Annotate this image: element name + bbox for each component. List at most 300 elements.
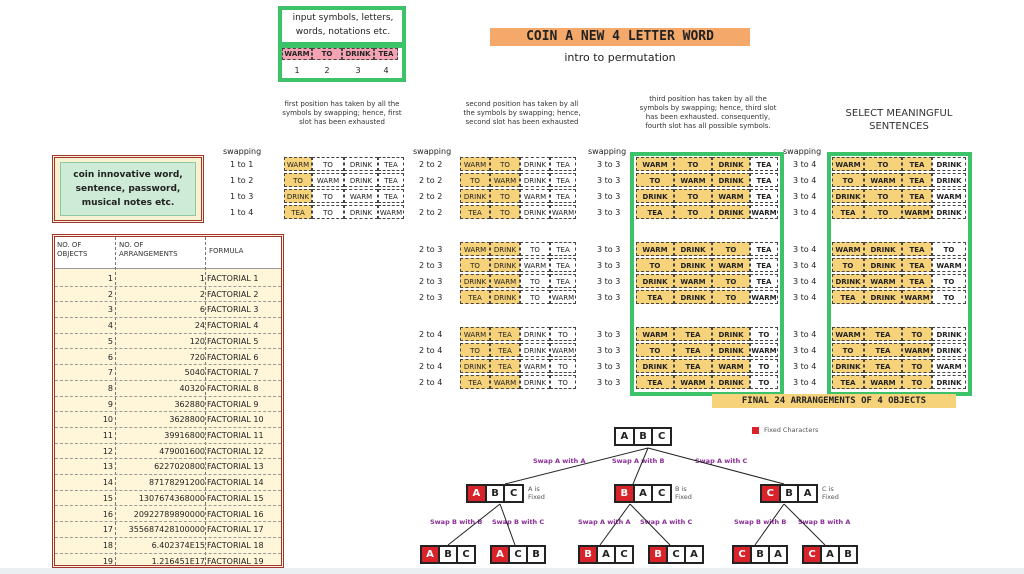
factorial-objects: 2 (107, 289, 113, 299)
swap-label-level1: Swap A with B (612, 457, 665, 465)
tree-letter: C (658, 488, 666, 499)
arrangement-cell: TEA (550, 242, 576, 256)
swapping-header-4: swapping (783, 147, 822, 156)
arrangement-cell: TO (636, 343, 674, 357)
arrangement-cell: TO (902, 359, 932, 373)
factorial-arrangements: 6.402374E15 (151, 540, 205, 550)
arrangement-cell: TO (864, 205, 902, 219)
arrangement-cell: WARM (864, 173, 902, 187)
arrangement-cell: WARM (490, 375, 520, 389)
arrangement-cell: TEA (284, 205, 312, 219)
swap-label: 3 to 3 (597, 378, 621, 387)
tree-letter: A (690, 549, 698, 560)
arrangement-cell: TEA (902, 189, 932, 203)
arrangement-cell: TO (712, 242, 750, 256)
arrangement-cell: WARM (750, 290, 778, 304)
tree-letter: A (774, 549, 782, 560)
tree-letter: B (487, 486, 506, 501)
arrangement-cell: WARM (674, 173, 712, 187)
arrangement-cell: WARM (344, 189, 378, 203)
swap-label: 3 to 4 (793, 261, 817, 270)
swap-label: 3 to 3 (597, 362, 621, 371)
swap-label: 1 to 2 (230, 176, 254, 185)
arrangement-cell: TEA (378, 157, 404, 171)
caption-third-position: third position has taken by all the symbols by swapping; hence, third slot has been exhausted. consequently, fourth slot has all possible symbols. (639, 95, 777, 130)
factorial-formula: FACTORIAL 19 (207, 556, 264, 566)
arrangement-cell: TO (312, 157, 344, 171)
arrangement-cell: DRINK (520, 157, 550, 171)
swap-label: 2 to 3 (419, 261, 443, 270)
arrangement-cell: WARM (832, 157, 864, 171)
swap-label-level1: Swap A with C (695, 457, 748, 465)
arrangement-cell: TEA (460, 375, 490, 389)
tree-letter: C (510, 547, 528, 562)
factorial-arrangements: 5040 (184, 368, 205, 378)
factorial-formula: FACTORIAL 4 (207, 321, 259, 331)
arrangement-cell: TEA (636, 375, 674, 389)
arrangement-cell: TO (636, 173, 674, 187)
arrangement-cell: WARM (832, 242, 864, 256)
arrangement-cell: DRINK (832, 359, 864, 373)
arrangement-cell: DRINK (712, 327, 750, 341)
arrangement-cell: WARM (284, 157, 312, 171)
arrangement-cell: TO (832, 173, 864, 187)
factorial-formula: FACTORIAL 16 (207, 509, 264, 519)
arrangement-cell: DRINK (636, 274, 674, 288)
arrangement-cell: TO (932, 290, 966, 304)
arrangement-cell: TEA (550, 274, 576, 288)
arrangement-cell: TO (864, 189, 902, 203)
arrangement-cell: TEA (902, 258, 932, 272)
arrangement-cell: TO (550, 375, 576, 389)
factorial-formula: FACTORIAL 8 (207, 383, 259, 393)
swap-label: 2 to 2 (419, 160, 443, 169)
arrangement-cell: DRINK (864, 242, 902, 256)
arrangement-cell: DRINK (674, 242, 712, 256)
arrangement-cell: WARM (750, 205, 778, 219)
factorial-objects: 15 (102, 493, 113, 503)
arrangement-cell: WARM (932, 359, 966, 373)
arrangement-cell: TO (712, 290, 750, 304)
tree-letter: B (844, 549, 852, 560)
swap-label: 3 to 4 (793, 176, 817, 185)
arrangement-cell: WARM (674, 375, 712, 389)
arrangement-cell: WARM (902, 343, 932, 357)
arrangement-cell: TO (674, 157, 712, 171)
arrangement-cell: DRINK (520, 375, 550, 389)
swap-label-level2: Swap A with A (578, 518, 631, 526)
arrangement-cell: TEA (550, 189, 576, 203)
arrangement-cell: TEA (378, 173, 404, 187)
arrangement-cell: DRINK (864, 290, 902, 304)
swap-label: 2 to 3 (419, 245, 443, 254)
arrangement-cell: TO (284, 173, 312, 187)
factorial-arrangements: 39916800 (164, 431, 205, 440)
arrangement-cell: TEA (750, 274, 778, 288)
factorial-objects: 13 (102, 462, 113, 472)
arrangement-cell: DRINK (674, 290, 712, 304)
arrangement-cell: DRINK (674, 258, 712, 272)
arrangement-cell: TEA (864, 359, 902, 373)
arrangement-cell: WARM (460, 157, 490, 171)
arrangement-cell: TEA (490, 359, 520, 373)
swap-label-level2: Swap A with C (640, 518, 693, 526)
swap-label: 3 to 3 (597, 192, 621, 201)
factorial-objects: 12 (102, 446, 113, 456)
factorial-objects: 14 (102, 478, 113, 488)
factorial-objects: 19 (102, 556, 113, 566)
factorial-objects: 16 (102, 509, 113, 519)
swap-label: 3 to 4 (793, 362, 817, 371)
swap-label: 3 to 3 (597, 176, 621, 185)
arrangement-cell: WARM (712, 189, 750, 203)
arrangement-cell: TEA (864, 343, 902, 357)
factorial-objects: 7 (107, 368, 113, 378)
arrangement-cell: TEA (902, 173, 932, 187)
factorial-arrangements: 6227020800 (154, 462, 205, 472)
factorial-formula: FACTORIAL 17 (207, 525, 264, 535)
factorial-arrangements: 6 (199, 305, 205, 315)
bottom-scrollbar[interactable] (0, 568, 1024, 574)
swap-label: 3 to 4 (793, 378, 817, 387)
factorial-arrangements: 1307674368000 (138, 493, 205, 503)
arrangement-cell: TEA (750, 189, 778, 203)
tree-letter: B (635, 429, 654, 444)
arrangement-cell: TO (460, 258, 490, 272)
factorial-arrangements: 20922789890000 (133, 509, 205, 519)
arrangement-cell: TO (312, 189, 344, 203)
arrangement-cell: WARM (636, 327, 674, 341)
arrangement-cell: WARM (460, 327, 490, 341)
arrangement-cell: DRINK (460, 189, 490, 203)
caption-select-sentences: SELECT MEANINGFUL SENTENCES (845, 108, 953, 132)
swap-label-level2: Swap B with B (734, 518, 787, 526)
swap-label: 2 to 3 (419, 293, 443, 302)
input-index-label: 2 (324, 66, 330, 75)
factorial-arrangements: 3628800 (169, 415, 205, 425)
arrangement-cell: TEA (902, 242, 932, 256)
swap-label: 3 to 4 (793, 160, 817, 169)
page-title: COIN A NEW 4 LETTER WORD (490, 28, 750, 46)
swap-label: 3 to 3 (597, 346, 621, 355)
page-subtitle: intro to permutation (564, 51, 676, 64)
factorial-arrangements: 40320 (179, 383, 205, 393)
tree-letter: A (616, 429, 635, 444)
arrangement-cell: DRINK (712, 157, 750, 171)
arrangement-cell: TEA (460, 205, 490, 219)
arrangement-cell: WARM (550, 343, 576, 357)
arrangement-cell: TEA (550, 258, 576, 272)
factorial-objects: 17 (102, 525, 113, 535)
tree-letter: B (440, 547, 458, 562)
factorial-objects: 6 (107, 352, 113, 362)
arrangement-cell: TEA (674, 343, 712, 357)
factorial-objects: 5 (107, 336, 113, 346)
arrangement-cell: DRINK (712, 205, 750, 219)
tree-letter: A (635, 486, 654, 501)
factorial-formula: FACTORIAL 11 (207, 431, 264, 440)
arrangement-cell: WARM (674, 274, 712, 288)
arrangement-cell: TEA (832, 375, 864, 389)
arrangement-cell: TO (750, 327, 778, 341)
arrangement-cell: DRINK (636, 359, 674, 373)
arrangement-cell: TO (550, 327, 576, 341)
factorial-arrangements: 355687428100000 (128, 525, 205, 535)
factorial-arrangements: 362880 (174, 399, 205, 409)
legend-fixed-swatch (752, 427, 759, 434)
swap-label-level2: Swap B with C (492, 518, 545, 526)
arrangement-cell: WARM (902, 290, 932, 304)
arrangement-cell: WARM (550, 290, 576, 304)
arrangement-cell: TO (460, 343, 490, 357)
arrangement-cell: TEA (750, 242, 778, 256)
swap-label: 3 to 4 (793, 192, 817, 201)
arrangement-cell: WARM (520, 359, 550, 373)
header-arrangements: NO. OF ARRANGEMENTS (119, 241, 178, 258)
factorial-arrangements: 24 (194, 321, 205, 331)
factorial-formula: FACTORIAL 14 (207, 478, 264, 488)
tree-letter: B (532, 549, 540, 560)
swap-label-level2: Swap B with B (430, 518, 483, 526)
factorial-formula: FACTORIAL 13 (207, 462, 264, 472)
swap-label: 3 to 3 (597, 330, 621, 339)
coin-innovative-text: coin innovative word, sentence, password, musical notes etc. (73, 170, 183, 208)
swap-label: 2 to 4 (419, 362, 443, 371)
arrangement-cell: TEA (750, 258, 778, 272)
swap-label: 3 to 3 (597, 277, 621, 286)
swap-label-level1: Swap A with A (533, 457, 586, 465)
factorial-objects: 8 (107, 383, 113, 393)
arrangement-cell: WARM (932, 258, 966, 272)
arrangement-cell: TO (490, 205, 520, 219)
factorial-arrangements: 87178291200 (149, 478, 205, 488)
arrangement-cell: WARM (636, 157, 674, 171)
factorial-arrangements: 720 (189, 352, 205, 362)
arrangement-cell: DRINK (712, 343, 750, 357)
swap-label: 3 to 4 (793, 245, 817, 254)
arrangement-cell: TO (932, 242, 966, 256)
arrangement-cell: TO (832, 343, 864, 357)
factorial-formula: FACTORIAL 7 (207, 368, 259, 378)
arrangement-cell: TEA (902, 274, 932, 288)
caption-first-position: first position has taken by all the symbols by swapping; hence, first slot has been exhausted (282, 100, 402, 126)
arrangement-cell: TEA (490, 343, 520, 357)
arrangement-cell: TO (490, 189, 520, 203)
factorial-formula: FACTORIAL 9 (207, 399, 259, 409)
arrangement-cell: DRINK (344, 205, 378, 219)
factorial-arrangements: 479001600 (159, 446, 205, 456)
swapping-header-1: swapping (223, 147, 262, 156)
tree-letter: C (510, 488, 518, 499)
factorial-formula: FACTORIAL 5 (207, 336, 259, 346)
tree-letter: C (658, 431, 666, 442)
arrangement-cell: WARM (460, 242, 490, 256)
arrangement-cell: WARM (902, 205, 932, 219)
arrangement-cell: TO (712, 274, 750, 288)
arrangement-cell: TO (490, 157, 520, 171)
factorial-arrangements: 120 (189, 336, 205, 346)
factorial-objects: 11 (102, 431, 113, 440)
arrangement-cell: WARM (312, 173, 344, 187)
tree-letter: B (616, 486, 635, 501)
tree-letter: B (650, 547, 668, 562)
header-formula: FORMULA (209, 247, 244, 255)
arrangement-cell: DRINK (932, 205, 966, 219)
arrangement-cell: TEA (636, 290, 674, 304)
arrangement-cell: DRINK (932, 157, 966, 171)
factorial-formula: FACTORIAL 18 (207, 540, 264, 550)
swapping-header-2: swapping (413, 147, 452, 156)
arrangement-cell: TO (550, 359, 576, 373)
final-arrangements-label: FINAL 24 ARRANGEMENTS OF 4 OBJECTS (712, 394, 956, 408)
factorial-objects: 18 (102, 540, 113, 550)
swap-label: 3 to 3 (597, 160, 621, 169)
swap-label: 3 to 3 (597, 245, 621, 254)
arrangement-cell: WARM (864, 274, 902, 288)
swap-label: 1 to 4 (230, 208, 254, 217)
factorial-formula: FACTORIAL 10 (207, 415, 264, 425)
arrangement-cell: DRINK (932, 375, 966, 389)
arrangement-cell: TO (902, 327, 932, 341)
arrangement-cell: DRINK (460, 274, 490, 288)
input-symbol-cell: TO (312, 48, 342, 60)
arrangement-cell: TO (932, 274, 966, 288)
factorial-arrangements: 2 (199, 289, 205, 299)
factorial-formula: FACTORIAL 15 (207, 493, 264, 503)
arrangement-cell: TO (864, 157, 902, 171)
fixed-label: C is Fixed (822, 485, 839, 501)
arrangement-cell: TEA (460, 290, 490, 304)
arrangement-cell: DRINK (344, 173, 378, 187)
tree-letter: C (734, 547, 752, 562)
arrangement-cell: DRINK (490, 258, 520, 272)
factorial-formula: FACTORIAL 6 (207, 352, 259, 362)
input-symbols-caption: input symbols, letters, words, notations etc. (292, 13, 394, 37)
arrangement-cell: DRINK (520, 343, 550, 357)
arrangement-cell: TEA (864, 327, 902, 341)
factorial-objects: 9 (107, 399, 113, 409)
arrangement-cell: DRINK (490, 242, 520, 256)
arrangement-cell: TO (674, 189, 712, 203)
swap-label: 3 to 4 (793, 293, 817, 302)
factorial-formula: FACTORIAL 3 (207, 305, 259, 315)
arrangement-cell: TEA (750, 157, 778, 171)
arrangement-cell: TO (902, 375, 932, 389)
swapping-header-3: swapping (588, 147, 627, 156)
tree-letter: C (762, 486, 781, 501)
tree-letter: A (422, 547, 440, 562)
swap-label: 2 to 4 (419, 378, 443, 387)
arrangement-cell: TEA (750, 173, 778, 187)
arrangement-cell: TO (520, 290, 550, 304)
tree-letter: C (804, 547, 822, 562)
input-index-label: 1 (294, 66, 300, 75)
arrangement-cell: WARM (520, 258, 550, 272)
arrangement-cell: TEA (550, 173, 576, 187)
arrangement-cell: DRINK (932, 327, 966, 341)
arrangement-cell: TO (674, 205, 712, 219)
tree-letter: A (468, 486, 487, 501)
arrangement-cell: TEA (378, 189, 404, 203)
factorial-objects: 10 (102, 415, 113, 425)
factorial-objects: 1 (107, 274, 113, 283)
fixed-label: A is Fixed (528, 485, 545, 501)
arrangement-cell: DRINK (284, 189, 312, 203)
tree-letter: B (781, 486, 800, 501)
swap-label: 3 to 4 (793, 330, 817, 339)
tree-letter: C (668, 547, 686, 562)
arrangement-cell: DRINK (490, 290, 520, 304)
arrangement-cell: TEA (636, 205, 674, 219)
swap-label: 3 to 3 (597, 293, 621, 302)
swap-label: 3 to 3 (597, 261, 621, 270)
arrangement-cell: TO (520, 242, 550, 256)
arrangement-cell: TEA (902, 157, 932, 171)
swap-label: 2 to 4 (419, 330, 443, 339)
tree-letter: B (580, 547, 598, 562)
arrangement-cell: WARM (864, 375, 902, 389)
caption-second-position: second position has taken by all the symbols by swapping; hence, second slot has been exhausted (463, 100, 581, 126)
arrangement-cell: DRINK (712, 375, 750, 389)
factorial-objects: 3 (107, 305, 113, 315)
tree-letter: C (462, 549, 470, 560)
tree-letter: A (598, 547, 616, 562)
input-symbol-cell: DRINK (342, 48, 374, 60)
swap-label: 3 to 4 (793, 277, 817, 286)
fixed-label: B is Fixed (675, 485, 692, 501)
swap-label: 3 to 3 (597, 208, 621, 217)
swap-label: 1 to 1 (230, 160, 254, 169)
arrangement-cell: TO (636, 258, 674, 272)
swap-label: 2 to 4 (419, 346, 443, 355)
arrangement-cell: WARM (490, 274, 520, 288)
arrangement-cell: WARM (832, 327, 864, 341)
arrangement-cell: TO (750, 375, 778, 389)
arrangement-cell: DRINK (520, 205, 550, 219)
arrangement-cell: WARM (550, 205, 576, 219)
arrangement-cell: TO (750, 359, 778, 373)
arrangement-cell: TEA (550, 157, 576, 171)
tree-letter: C (620, 549, 628, 560)
arrangement-cell: TO (312, 205, 344, 219)
tree-letter: A (822, 547, 840, 562)
arrangement-cell: DRINK (460, 359, 490, 373)
arrangement-cell: TO (520, 274, 550, 288)
arrangement-cell: TEA (490, 327, 520, 341)
arrangement-cell: TEA (674, 359, 712, 373)
arrangement-cell: DRINK (932, 343, 966, 357)
swap-label: 2 to 3 (419, 277, 443, 286)
swap-label: 2 to 2 (419, 192, 443, 201)
arrangement-cell: DRINK (520, 327, 550, 341)
tree-letter: A (492, 547, 510, 562)
tree-letter: B (752, 547, 770, 562)
arrangement-cell: DRINK (832, 189, 864, 203)
arrangement-cell: WARM (490, 173, 520, 187)
swap-label: 2 to 2 (419, 208, 443, 217)
arrangement-cell: WARM (932, 189, 966, 203)
arrangement-cell: WARM (712, 359, 750, 373)
input-symbol-cell: WARM (282, 48, 312, 60)
arrangement-cell: TEA (832, 205, 864, 219)
arrangement-cell: TEA (832, 290, 864, 304)
arrangement-cell: WARM (520, 189, 550, 203)
arrangement-cell: TO (460, 173, 490, 187)
input-symbol-cell: TEA (374, 48, 398, 60)
swap-label: 3 to 4 (793, 208, 817, 217)
arrangement-cell: TO (832, 258, 864, 272)
arrangement-cell: DRINK (636, 189, 674, 203)
